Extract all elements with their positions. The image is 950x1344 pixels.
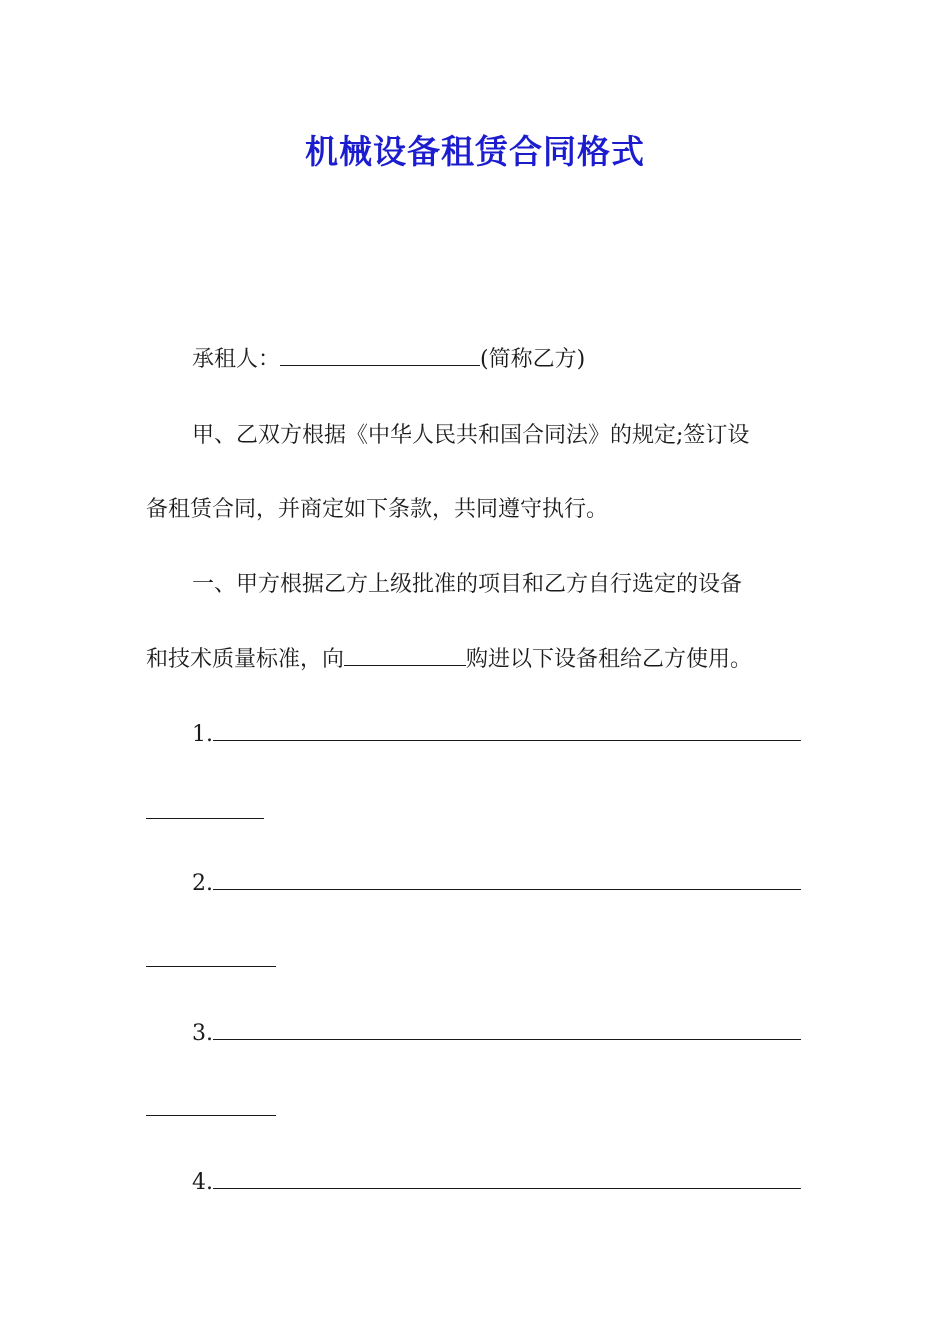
para2-line2-end: 购进以下设备租给乙方使用。 — [466, 647, 753, 672]
item-continuation-blank-1 — [146, 818, 264, 819]
item-blank — [213, 869, 801, 890]
para1-line1: 甲、乙双方根据《中华人民共和国合同法》的规定;签订设 — [192, 423, 750, 448]
item-blank — [213, 720, 801, 741]
lessee-line — [192, 345, 852, 375]
para2-line1: 一、甲方根据乙方上级批准的项目和乙方自行选定的设备 — [192, 572, 743, 597]
lessee-blank — [280, 345, 480, 366]
item-continuation-blank-3 — [146, 1115, 276, 1116]
item-line-3 — [192, 1019, 806, 1049]
lessee-label: 承租人： — [192, 347, 281, 372]
item-number: 1. — [192, 722, 213, 747]
document-title: 机械设备租赁合同格式 — [305, 132, 645, 171]
item-blank — [213, 1168, 801, 1189]
item-number: 2. — [192, 871, 213, 896]
item-number: 3. — [192, 1021, 213, 1046]
supplier-blank — [344, 645, 466, 666]
item-continuation-blank-2 — [146, 966, 276, 967]
item-line-1 — [192, 720, 806, 750]
item-line-2 — [192, 869, 806, 899]
para2-line2 — [146, 645, 806, 675]
para1-line2: 备租赁合同，并商定如下条款，共同遵守执行。 — [146, 497, 609, 522]
lessee-suffix: (简称乙方) — [480, 347, 586, 372]
item-line-4 — [192, 1168, 806, 1198]
item-blank — [213, 1019, 801, 1040]
para2-line2-start: 和技术质量标准，向 — [146, 647, 345, 672]
item-number: 4. — [192, 1170, 213, 1195]
